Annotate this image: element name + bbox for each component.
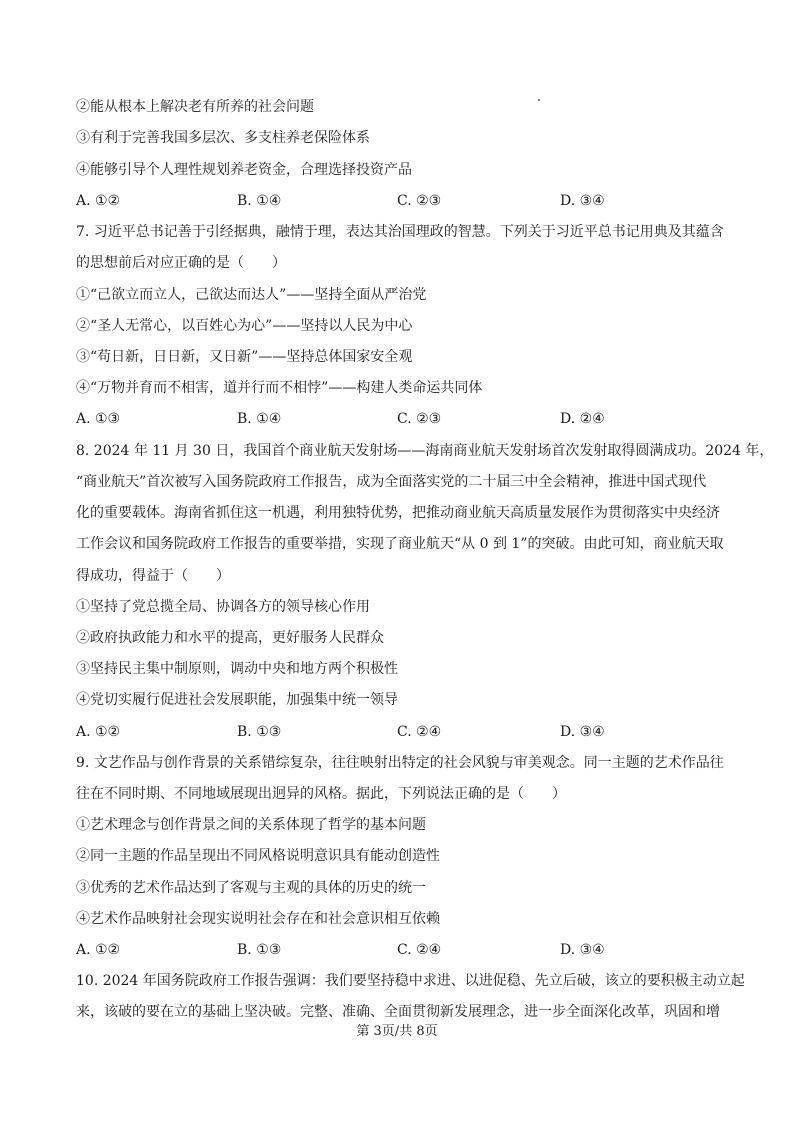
q7-item-3: ③“苟日新，日日新，又日新”——坚持总体国家安全观 [76, 349, 413, 365]
q6-item-4: ④能够引导个人理性规划养老资金，合理选择投资产品 [76, 162, 412, 178]
q8-stem-line-5: 得成功，得益于（ ） [76, 568, 230, 584]
q10-stem-line-1: 10. 2024 年国务院政府工作报告强调：我们要坚持稳中求进、以进促稳、先立后破，该立的要积极主动立起 [76, 973, 745, 989]
q7-item-1: ①“己欲立而立人，己欲达而达人”——坚持全面从严治党 [76, 287, 427, 303]
q9-stem-line-2: 往在不同时期、不同地域展现出迥异的风格。据此，下列说法正确的是（ ） [76, 786, 566, 802]
q8-option-d: D. ③④ [560, 724, 605, 740]
q6-option-a: A. ①② [76, 193, 121, 209]
page-footer: 第 3页/共 8页 [356, 1024, 438, 1039]
q7-option-c: C. ②③ [397, 411, 442, 427]
q7-option-a: A. ①③ [76, 411, 121, 427]
q9-item-2: ②同一主题的作品呈现出不同风格说明意识具有能动创造性 [76, 848, 440, 864]
q7-stem-line-2: 的思想前后对应正确的是（ ） [76, 255, 286, 271]
q9-option-b: B. ①③ [237, 942, 282, 958]
q8-stem-line-2: “商业航天”首次被写入国务院政府工作报告，成为全面落实党的二十届三中全会精神，推进中国式现代 [76, 474, 707, 490]
q9-option-d: D. ③④ [560, 942, 605, 958]
q8-option-c: C. ②④ [397, 724, 442, 740]
q6-option-b: B. ①④ [237, 193, 282, 209]
q8-stem-line-1: 8. 2024 年 11 月 30 日，我国首个商业航天发射场——海南商业航天发射场首次发射取得圆满成功。2024 年， [76, 443, 774, 459]
q6-options [76, 192, 716, 210]
q8-stem-line-3: 化的重要载体。海南省抓住这一机遇，利用独特优势，把推动商业航天高质量发展作为贯彻落实中央经济 [76, 505, 720, 521]
q9-item-1: ①艺术理念与创作背景之间的关系体现了哲学的基本问题 [76, 817, 426, 833]
q8-item-1: ①坚持了党总揽全局、协调各方的领导核心作用 [76, 599, 370, 615]
q7-item-2: ②“圣人无常心，以百姓心为心”——坚持以人民为中心 [76, 318, 413, 334]
q6-item-3: ③有利于完善我国多层次、多支柱养老保险体系 [76, 130, 370, 146]
q9-item-3: ③优秀的艺术作品达到了客观与主观的具体的历史的统一 [76, 880, 426, 896]
q8-options [76, 723, 716, 741]
q9-item-4: ④艺术作品映射社会现实说明社会存在和社会意识相互依赖 [76, 911, 440, 927]
q9-stem-line-1: 9. 文艺作品与创作背景的关系错综复杂，往往映射出特定的社会风貌与审美观念。同一主题的艺术作品往 [76, 755, 724, 771]
q7-stem-line-1: 7. 习近平总书记善于引经据典，融情于理，表达其治国理政的智慧。下列关于习近平总书记用典及其蕴含 [76, 224, 724, 240]
q9-options [76, 941, 716, 959]
q8-item-2: ②政府执政能力和水平的提高，更好服务人民群众 [76, 630, 384, 646]
q9-option-a: A. ①② [76, 942, 121, 958]
q10-stem-line-2: 来，该破的要在立的基础上坚决破。完整、准确、全面贯彻新发展理念，进一步全面深化改革，巩固和增 [76, 1004, 720, 1020]
q8-stem-line-4: 工作会议和国务院政府工作报告的重要举措，实现了商业航天“从 0 到 1”的突破。由此可知，商业航天取 [76, 536, 724, 552]
q6-option-c: C. ②③ [397, 193, 442, 209]
q8-item-4: ④党切实履行促进社会发展职能，加强集中统一领导 [76, 692, 398, 708]
q7-option-b: B. ①④ [237, 411, 282, 427]
q6-option-d: D. ③④ [560, 193, 605, 209]
scan-speck [538, 99, 540, 101]
q9-option-c: C. ②④ [397, 942, 442, 958]
q7-item-4: ④“万物并育而不相害，道并行而不相悖”——构建人类命运共同体 [76, 380, 483, 396]
q8-option-a: A. ①② [76, 724, 121, 740]
q6-item-2: ②能从根本上解决老有所养的社会问题 [76, 99, 314, 115]
q8-option-b: B. ①③ [237, 724, 282, 740]
q7-option-d: D. ②④ [560, 411, 605, 427]
q8-item-3: ③坚持民主集中制原则，调动中央和地方两个积极性 [76, 661, 398, 677]
q7-options [76, 410, 716, 428]
